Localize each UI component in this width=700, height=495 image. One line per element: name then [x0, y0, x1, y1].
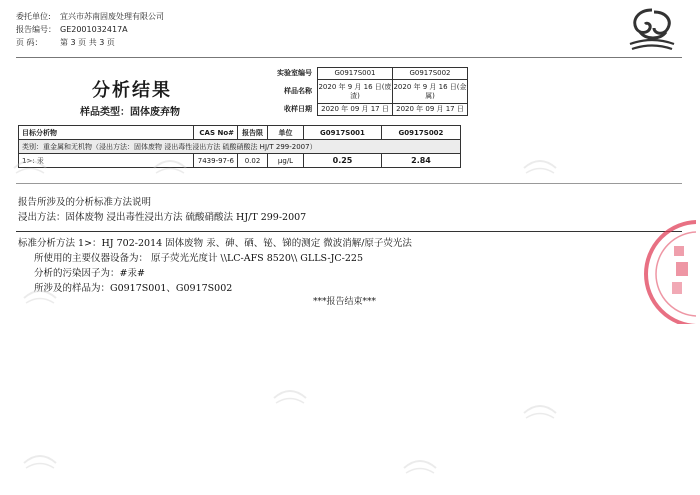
sample-name-s2-line2: 属): [425, 91, 435, 100]
watermark-icon: [400, 450, 440, 476]
category-text: 类别：重金属和无机物（浸出方法：固体废物 浸出毒性浸出方法 硫酸硝酸法 HJ/T 299-2007）: [19, 140, 461, 154]
report-meta: [16, 10, 164, 49]
method-samples: 所涉及的样品为：G0917S001、G0917S002: [34, 283, 233, 294]
method-instrument: 所使用的主要仪器设备为： 原子荧光光度计 \\LC-AFS 8520\\ GLLS-JC-225: [34, 253, 363, 264]
watermark-icon: [20, 445, 60, 471]
report-no-value: GE2001032417A: [60, 25, 128, 34]
row-analyte: 1>: 汞: [19, 154, 194, 168]
row-s2: 2.84: [382, 154, 461, 168]
notes-leach-method: 浸出方法：固体废物 浸出毒性浸出方法 硫酸硝酸法 HJ/T 299-2007: [18, 211, 307, 223]
header-s2: G0917S002: [382, 126, 461, 140]
row-s1: 0.25: [304, 154, 382, 168]
received-label: 收样日期: [284, 105, 312, 113]
header-unit: 单位: [268, 126, 304, 140]
client-value: 宜兴市苏南固废处理有限公司: [60, 12, 164, 21]
watermark-icon: [270, 380, 310, 406]
notes-title: 报告所涉及的分析标准方法说明: [18, 197, 152, 208]
lab-no-s2: G0917S002: [393, 68, 468, 80]
sample-type: [80, 103, 180, 118]
sample-info-table: [252, 67, 468, 116]
sample-name-s2: [393, 80, 468, 104]
category-row: [19, 140, 461, 154]
method-divider: [16, 231, 682, 232]
watermark-icon: [520, 150, 560, 176]
watermark-icon: [150, 150, 190, 176]
header-cas: CAS No#: [194, 126, 238, 140]
page-label: 页 码：: [16, 38, 43, 47]
table-row: [19, 154, 461, 168]
row-cas: 7439-97-6: [194, 154, 238, 168]
sample-name-s1: [318, 80, 393, 104]
watermark-icon: [10, 150, 50, 176]
section-divider: [16, 183, 682, 184]
official-seal-icon: [606, 214, 696, 324]
header-analyte: 目标分析物: [19, 126, 194, 140]
client-label: 委托单位:: [16, 12, 51, 21]
sample-name-s1-line2: 渣): [350, 91, 360, 100]
sample-name-label: 样品名称: [284, 87, 312, 95]
method-pollutant: 分析的污染因子为：#汞#: [34, 268, 145, 279]
lab-no-label: 实验室编号: [277, 69, 312, 77]
header-s1: G0917S001: [304, 126, 382, 140]
row-limit: 0.02: [238, 154, 268, 168]
table-header-row: [19, 126, 461, 140]
results-table: [18, 125, 461, 168]
company-logo-icon: [624, 6, 680, 54]
sample-name-s2-line1: 2020 年 9 月 16 日(金: [393, 82, 467, 91]
standard-method-section: [18, 236, 412, 296]
watermark-icon: [520, 395, 560, 421]
report-no-label: 报告编号：: [16, 25, 56, 34]
sample-name-s1-line1: 2020 年 9 月 16 日(废: [318, 82, 392, 91]
received-s1: 2020 年 09 月 17 日: [318, 104, 393, 116]
page-value: 第 3 页 共 3 页: [60, 38, 115, 47]
watermark-icon: [20, 280, 60, 306]
report-end: ***报告结束***: [313, 297, 377, 307]
page-title: 分析结果: [92, 80, 172, 101]
sample-type-value: 固体废弃物: [130, 107, 180, 118]
lab-no-s1: G0917S001: [318, 68, 393, 80]
received-s2: 2020 年 09 月 17 日: [393, 104, 468, 116]
header-divider: [16, 57, 682, 58]
header-limit: 报告限: [238, 126, 268, 140]
method-standard: 标准分析方法 1>：HJ 702-2014 固体废物 汞、砷、硒、铋、锑的测定 微波消解/原子荧光法: [18, 238, 412, 249]
row-unit: μg/L: [268, 154, 304, 168]
sample-type-label: 样品类型：: [80, 107, 130, 118]
method-notes: [18, 196, 306, 225]
